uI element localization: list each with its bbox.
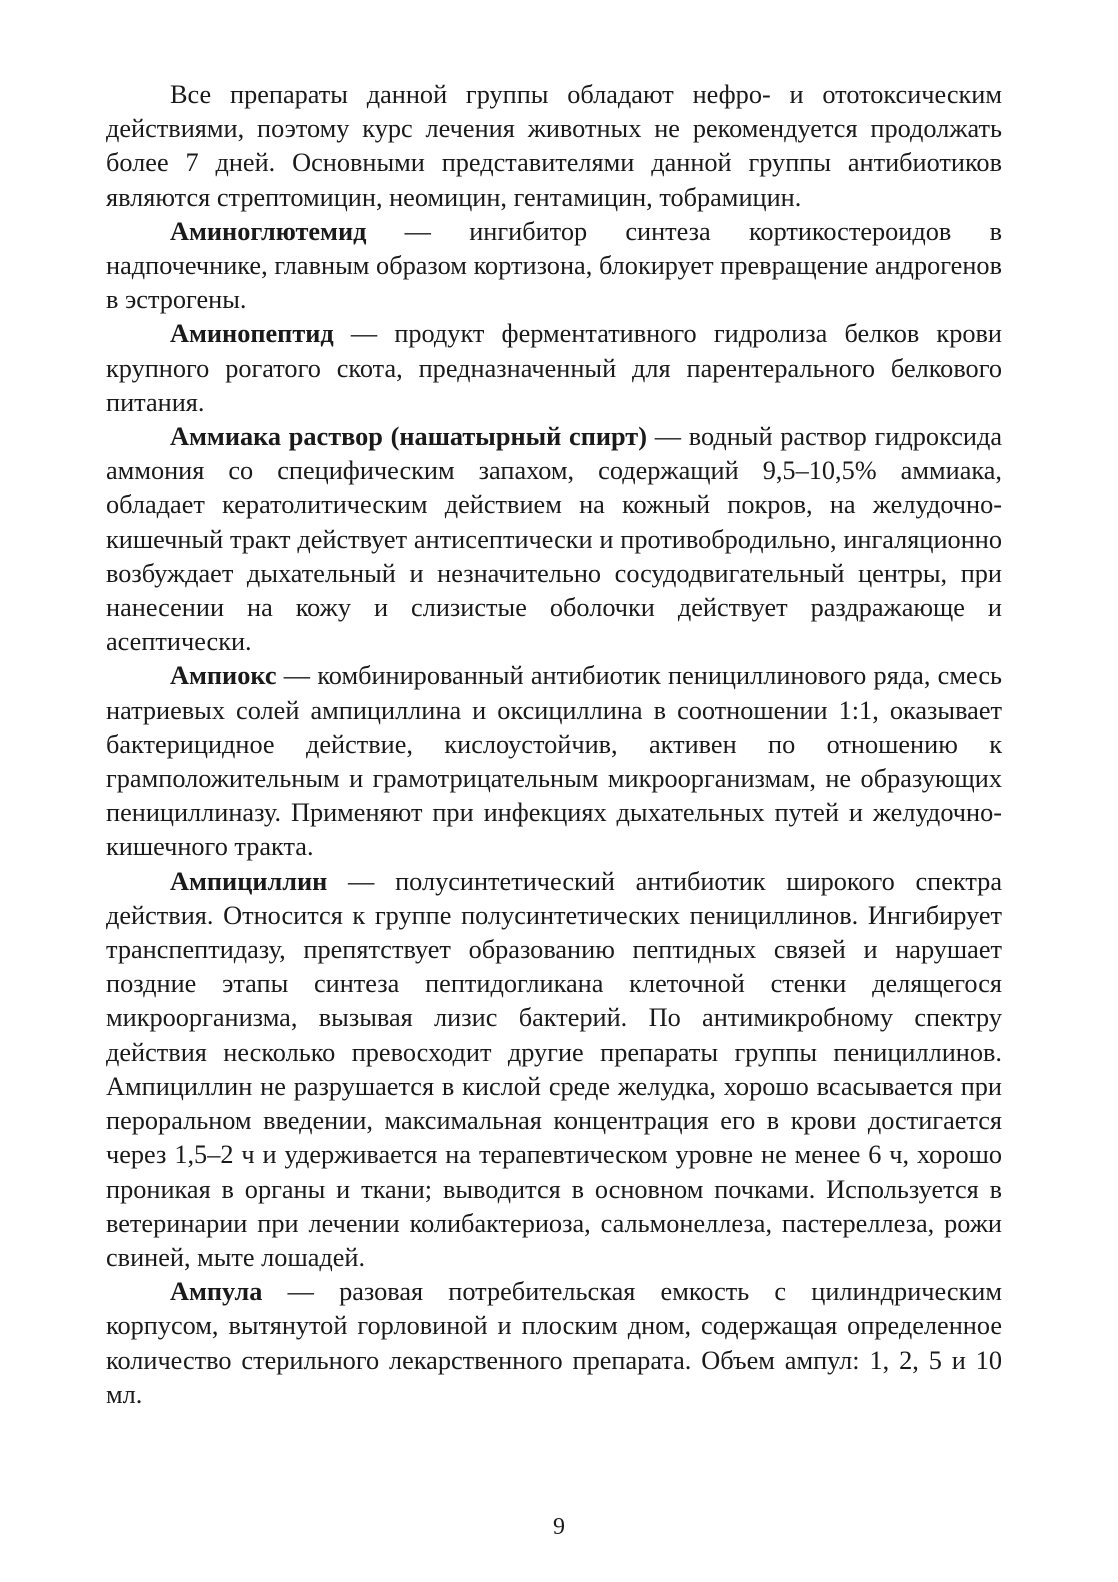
entry-ampoule: [106, 1275, 1002, 1412]
term-aminoglutemid: Аминоглютемид: [170, 216, 367, 246]
term-ampoule: Ампула: [170, 1277, 263, 1307]
term-ammonia-solution: Аммиака раствор (нашатырный спирт): [170, 422, 647, 452]
definition-ampicillin: — полусинтетический антибиотик широкого спектра действия. Относится к группе полусинтетических пенициллинов. Ингибирует транспептидазу, препятствует образованию пептидных связей и нарушает поздние этапы синтеза пептидогликана клеточной стенки делящегося микроорганизма, вызывая лизис бактерий. По антимикробному спектру действия несколько превосходит другие препараты группы пенициллинов. Ампициллин не разрушается в кислой среде желудка, хорошо всасывается при пероральном введении, максимальная концентрация его в крови достигается через 1,5–2 ч и удерживается на терапевтическом уровне не менее 6 ч, хорошо проникая в органы и ткани; выводится в основном почками. Используется в ветеринарии при лечении колибактериоза, сальмонеллеза, пастереллеза, рожи свиней, мыте лошадей.: [106, 866, 1002, 1272]
term-aminopeptid: Аминопептид: [170, 319, 334, 349]
intro-paragraph: Все препараты данной группы обладают нефро- и ототоксическим действиями, поэтому курс лечения животных не рекомендуется продолжать более 7 дней. Основными представителями данной группы антибиотиков являются стрептомицин, неомицин, гентамицин, тобрамицин.: [106, 80, 1002, 212]
definition-ammonia-solution: — водный раствор гидроксида аммония со специфическим запахом, содержащий 9,5–10,5% аммиака, обладает кератолитическим действием на кожный покров, на желудочно-кишечный тракт действует антисептически и противобродильно, ингаляционно возбуждает дыхательный и незначительно сосудодвигательный центры, при нанесении на кожу и слизистые оболочки действует раздражающе и асептически.: [106, 422, 1002, 657]
entry-aminoglutemid: [106, 215, 1002, 318]
definition-aminoglutemid: — ингибитор синтеза кортикостероидов в надпочечнике, главным образом кортизона, блокирует превращение андрогенов в эстрогены.: [106, 216, 1002, 315]
term-ampicillin: Ампициллин: [170, 866, 328, 896]
page-body: [106, 78, 1002, 1412]
term-ampiox: Ампиокс: [170, 661, 277, 691]
definition-aminopeptid: — продукт ферментативного гидролиза белков крови крупного рогатого скота, предназначенный для парентерального белкового питания.: [106, 319, 1002, 417]
entry-aminopeptid: [106, 317, 1002, 420]
entry-ampiox: [106, 659, 1002, 864]
page-number: 9: [553, 1514, 565, 1540]
definition-ampiox: — комбинированный антибиотик пенициллинового ряда, смесь натриевых солей ампициллина и оксициллина в соотношении 1:1, оказывает бактерицидное действие, кислоустойчив, активен по отношению к грамположительным и грамотрицательным микроорганизмам, не образующих пенициллиназу. Применяют при инфекциях дыхательных путей и желудочно-кишечного тракта.: [106, 661, 1002, 862]
entry-ampicillin: [106, 865, 1002, 1275]
entry-ammonia-solution: [106, 420, 1002, 659]
definition-ampoule: — разовая потребительская емкость с цилиндрическим корпусом, вытянутой горловиной и плоским дном, содержащая определенное количество стерильного лекарственного препарата. Объем ампул: 1, 2, 5 и 10 мл.: [106, 1277, 1002, 1409]
